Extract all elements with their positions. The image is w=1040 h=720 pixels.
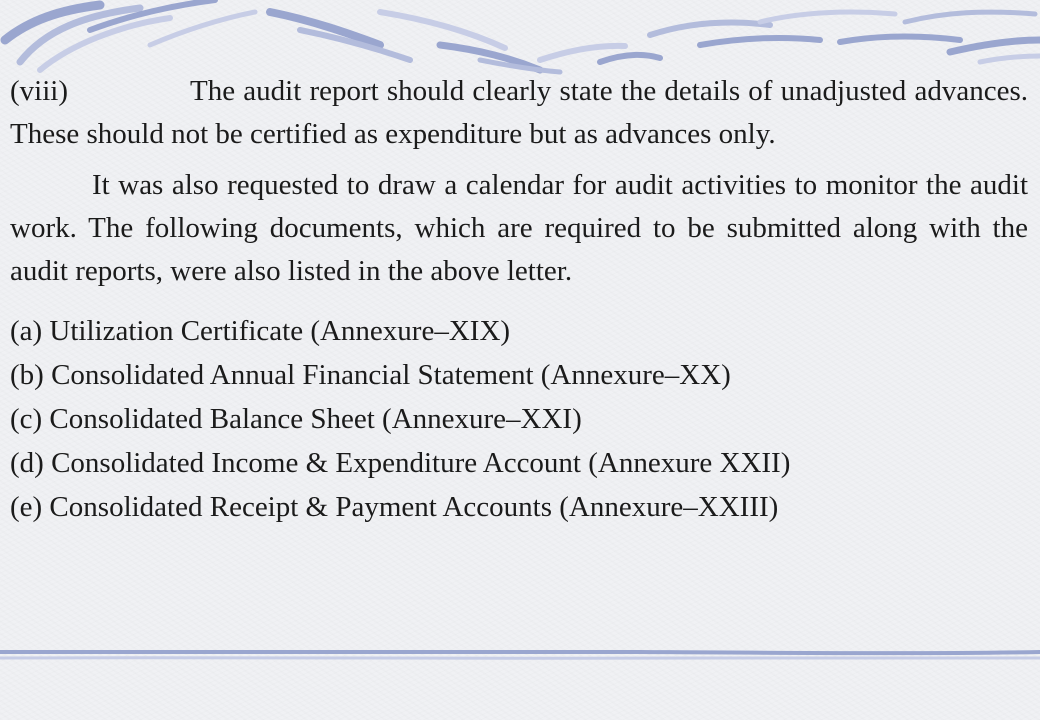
documents-list <box>10 309 1028 529</box>
brush-stroke-top-4 <box>90 0 215 30</box>
list-item-annual-financial-statement: (b) Consolidated Annual Financial Statement (Annexure–XX) <box>10 359 731 391</box>
item-label-viii: (viii) <box>10 75 68 107</box>
brush-stroke-top-11 <box>540 46 625 60</box>
paragraph-viii-text: The audit report should clearly state the details of unadjusted advances. These should not be certified as expenditure but as advances only. <box>10 75 1028 150</box>
brush-stroke-top-9 <box>440 45 540 70</box>
brush-stroke-top-14 <box>700 38 820 45</box>
brush-stroke-top-15 <box>760 12 895 22</box>
list-item-utilization-certificate: (a) Utilization Certificate (Annexure–XIX) <box>10 315 511 347</box>
list-item-income-expenditure-account: (d) Consolidated Income & Expenditure Account (Annexure XXII) <box>10 447 791 479</box>
brush-stroke-top-7 <box>300 30 410 60</box>
brush-stroke-top-18 <box>950 40 1040 52</box>
brush-stroke-top-2 <box>20 8 140 62</box>
document-body <box>10 70 1028 558</box>
paragraph-audit-calendar: It was also requested to draw a calendar for audit activities to monitor the audit work. The following documents, which are required to be submitted along with the audit reports, were also listed in the above letter. <box>10 169 1028 287</box>
brush-stroke-top-16 <box>840 36 960 42</box>
brush-stroke-top-13 <box>650 22 770 35</box>
brush-stroke-top-5 <box>150 12 255 45</box>
brush-stroke-bottom-1 <box>0 651 1040 653</box>
brush-stroke-top-19 <box>980 56 1040 62</box>
list-item-balance-sheet: (c) Consolidated Balance Sheet (Annexure–XXI) <box>10 403 582 435</box>
brush-stroke-top-3 <box>40 18 170 70</box>
brush-stroke-bottom-2 <box>0 657 1040 658</box>
brush-stroke-top-12 <box>600 55 660 62</box>
brush-stroke-top-6 <box>270 12 380 45</box>
brush-stroke-top-1 <box>5 5 100 40</box>
brush-stroke-top-17 <box>905 12 1035 22</box>
list-item-receipt-payment-accounts: (e) Consolidated Receipt & Payment Accounts (Annexure–XXIII) <box>10 491 779 523</box>
brush-stroke-top-8 <box>380 12 505 48</box>
paragraph-viii <box>10 70 1028 156</box>
